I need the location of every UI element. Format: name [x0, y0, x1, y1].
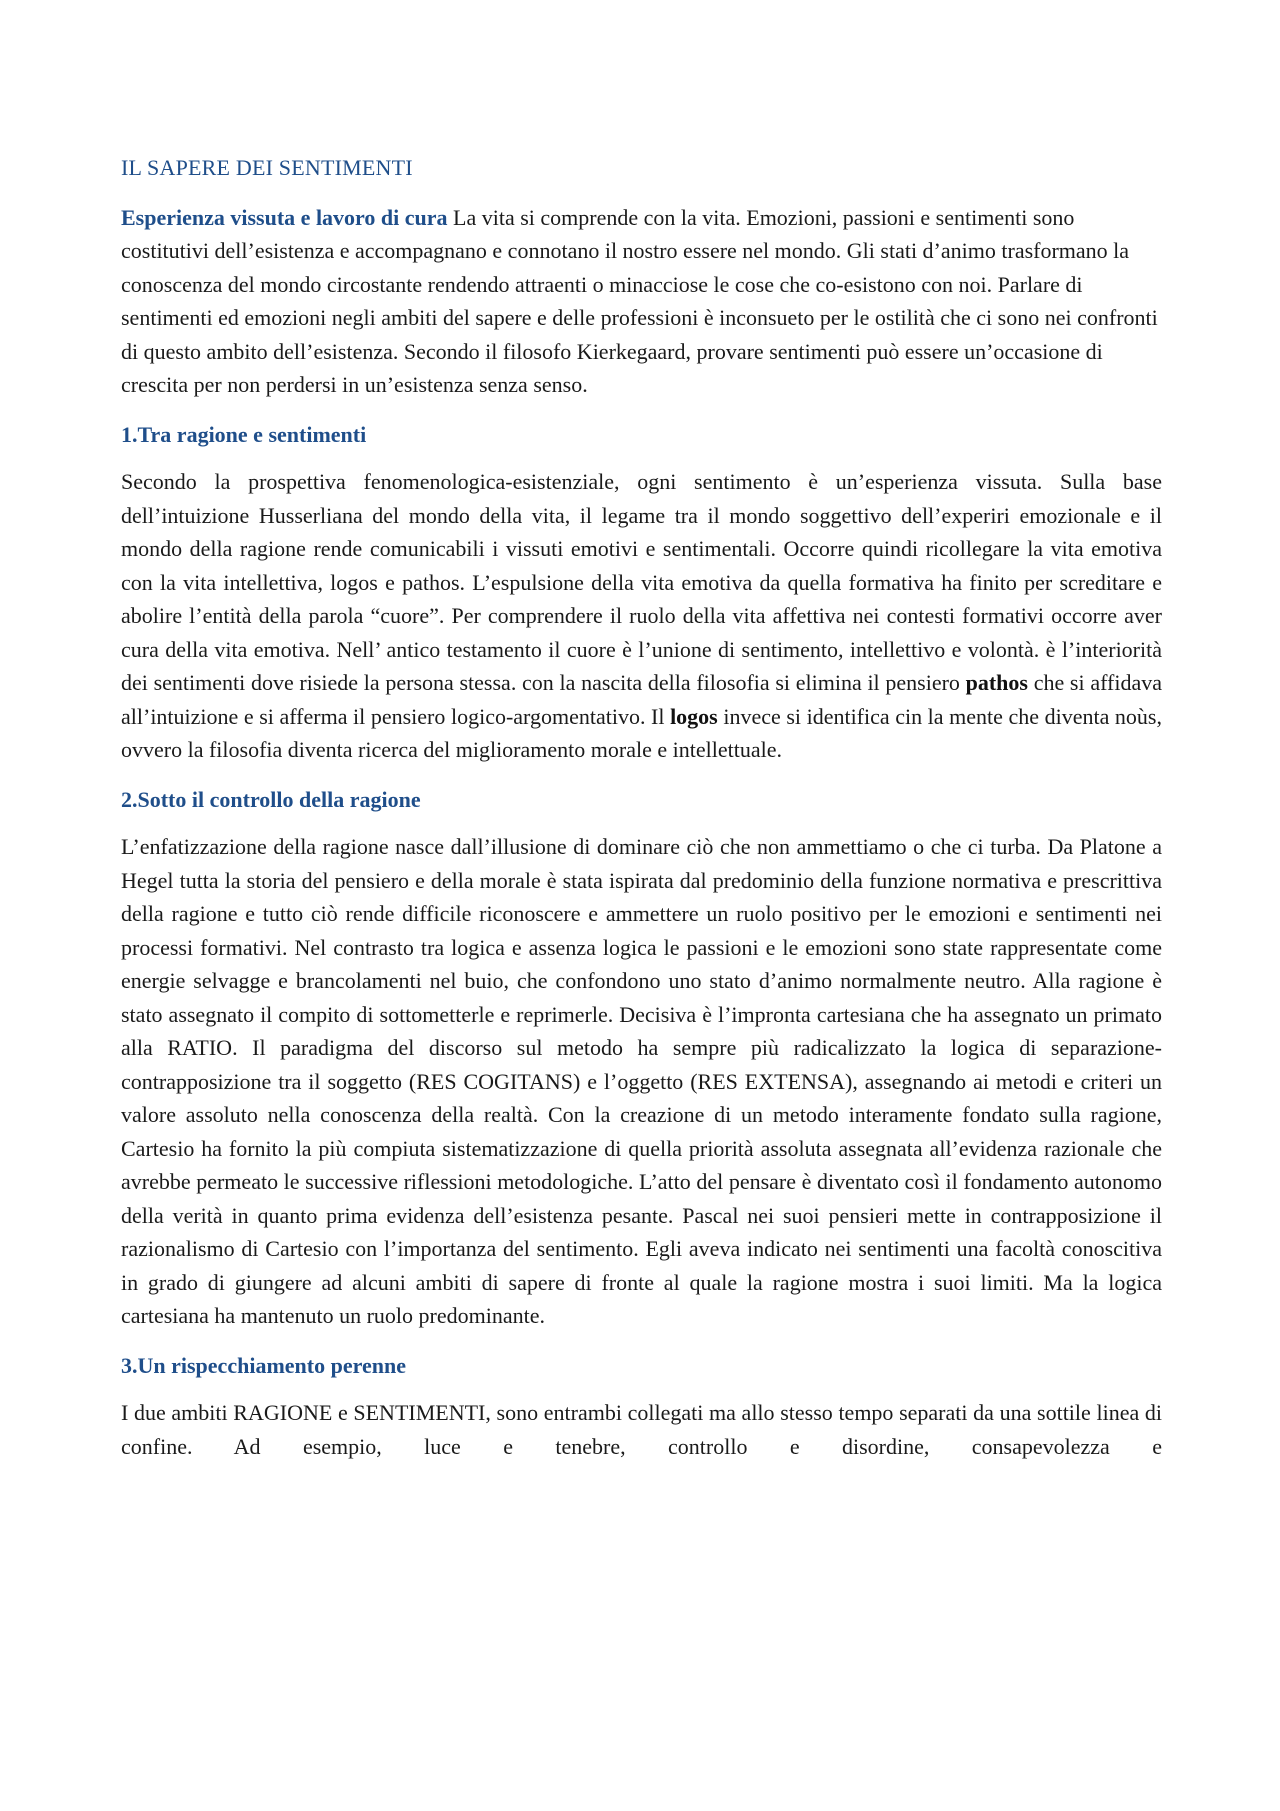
- intro-lead: Esperienza vissuta e lavoro di cura: [121, 204, 448, 230]
- section-2-heading: 2.Sotto il controllo della ragione: [121, 786, 421, 812]
- section-1-bold-logos: logos: [670, 703, 718, 729]
- document-body: [121, 151, 1162, 1479]
- section-1-text-a: Secondo la prospettiva fenomenologica-esistenziale, ogni sentimento è un’esperienza vissuta. Sulla base dell’intuizione Husserliana del mondo della vita, il legame tra il mondo soggettivo dell’experiri emozionale e il mondo della ragione rende comunicabili i vissuti emotivi e sentimentali. Occorre quindi ricollegare la vita emotiva con la vita intellettiva, logos e pathos. L’espulsione della vita emotiva da quella formativa ha finito per screditare e abolire l’entità della parola “cuore”. Per comprendere il ruolo della vita affettiva nei contesti formativi occorre aver cura della vita emotiva. Nell’ antico testamento il cuore è l’unione di sentimento, intellettivo e volontà. è l’interiorità dei sentimenti dove risiede la persona stessa. con la nascita della filosofia si elimina il pensiero: [121, 469, 1162, 695]
- section-1-paragraph: [121, 465, 1162, 767]
- section-3-heading: 3.Un rispecchiamento perenne: [121, 1352, 406, 1378]
- section-1-heading: 1.Tra ragione e sentimenti: [121, 421, 367, 447]
- document-title: IL SAPERE DEI SENTIMENTI: [121, 155, 413, 180]
- section-1-bold-pathos: pathos: [965, 670, 1028, 695]
- section-1-text-c: invece si identifica cin la mente che diventa noùs, ovvero la filosofia diventa ricerca del miglioramento morale e intellettuale.: [121, 703, 1162, 762]
- section-3-paragraph: I due ambiti RAGIONE e SENTIMENTI, sono entrambi collegati ma allo stesso tempo separati da una sottile linea di confine. Ad esempio, luce e tenebre, controllo e disordine, consapevolezza e: [121, 1400, 1162, 1459]
- section-2-paragraph: L’enfatizzazione della ragione nasce dall’illusione di dominare ciò che non ammettiamo o che ci turba. Da Platone a Hegel tutta la storia del pensiero e della morale è stata ispirata dal predominio della funzione normativa e prescrittiva della ragione e tutto ciò rende difficile riconoscere e ammettere un ruolo positivo per le emozioni e sentimenti nei processi formativi. Nel contrasto tra logica e assenza logica le passioni e le emozioni sono state rappresentate come energie selvagge e brancolamenti nel buio, che confondono uno stato d’animo normalmente neutro. Alla ragione è stato assegnato il compito di sottometterle e reprimerle. Decisiva è l’impronta cartesiana che ha assegnato un primato alla RATIO. Il paradigma del discorso sul metodo ha sempre più radicalizzato la logica di separazione-contrapposizione tra il soggetto (RES COGITANS) e l’oggetto (RES EXTENSA), assegnando ai metodi e criteri un valore assoluto nella conoscenza della realtà. Con la creazione di un metodo interamente fondato sulla ragione, Cartesio ha fornito la più compiuta sistematizzazione di quella priorità assoluta assegnata all’evidenza razionale che avrebbe permeato le successive riflessioni metodologiche. L’atto del pensare è diventato così il fondamento autonomo della verità in quanto prima evidenza dell’esistenza pesante. Pascal nei suoi pensieri mette in contrapposizione il razionalismo di Cartesio con l’importanza del sentimento. Egli aveva indicato nei sentimenti una facoltà conoscitiva in grado di giungere ad alcuni ambiti di sapere di fronte al quale la ragione mostra i suoi limiti. Ma la logica cartesiana ha mantenuto un ruolo predominante.: [121, 834, 1162, 1328]
- intro-text: La vita si comprende con la vita. Emozioni, passioni e sentimenti sono costitutivi dell’esistenza e accompagnano e connotano il nostro essere nel mondo. Gli stati d’animo trasformano la conoscenza del mondo circostante rendendo attraenti o minacciose le cose che co-esistono con noi. Parlare di sentimenti ed emozioni negli ambiti del sapere e delle professioni è inconsueto per le ostilità che ci sono nei confronti di questo ambito dell’esistenza. Secondo il filosofo Kierkegaard, provare sentimenti può essere un’occasione di crescita per non perdersi in un’esistenza senza senso.: [121, 204, 1158, 397]
- intro-paragraph: [121, 201, 1162, 402]
- section-1-text-b: che si affidava all’intuizione e si afferma il pensiero logico-argomentativo. Il: [121, 670, 1162, 729]
